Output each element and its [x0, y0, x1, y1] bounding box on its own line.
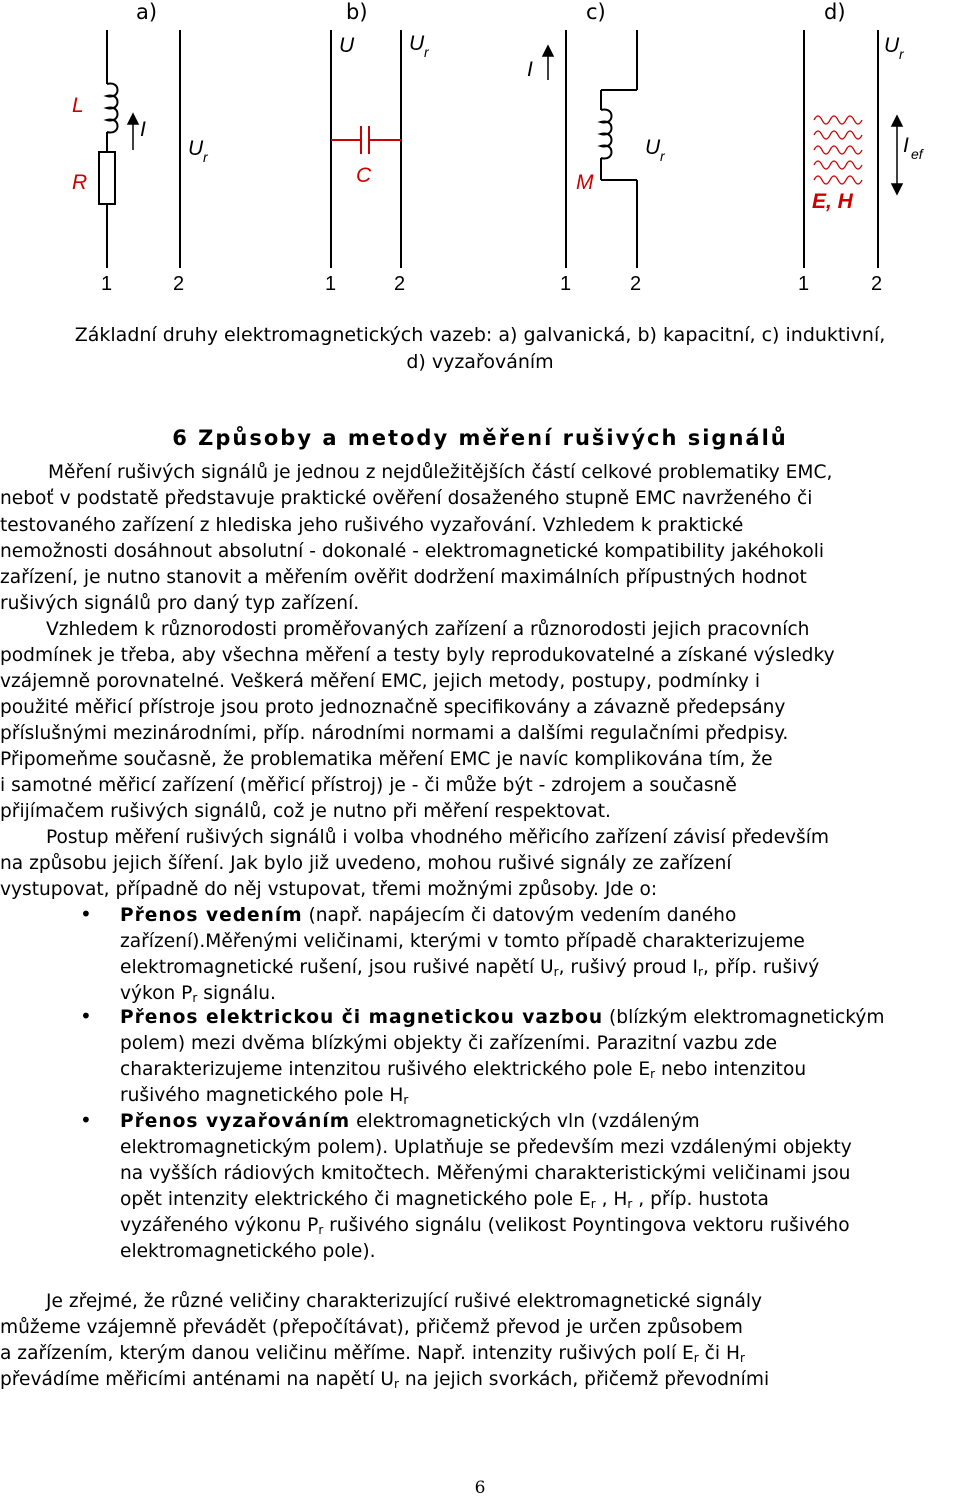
bullet-3-line-2: elektromagnetickým polem). Uplatňuje se především mezi vzdálenými objekty — [120, 1137, 852, 1158]
label-E-H: E, H — [812, 190, 853, 213]
radiation-waves — [814, 116, 862, 184]
label-I-c: I — [527, 58, 533, 81]
label-Ur-c-sub: r — [660, 148, 665, 164]
bullet-1-line-1: Přenos vedením (např. napájecím či datovým vedením daného — [120, 905, 737, 926]
terminal-1-a: 1 — [101, 273, 113, 295]
label-Ur-b-sub: r — [424, 44, 429, 60]
label-Ur-a-sub: r — [203, 149, 208, 165]
bullet-2-line-1: Přenos elektrickou či magnetickou vazbou (blízkým elektromagnetickým — [120, 1007, 885, 1028]
section-heading: 6 Způsoby a metody měření rušivých signálů — [172, 426, 788, 450]
body-line: na způsobu jejich šíření. Jak bylo již uvedeno, mohou rušivé signály ze zařízení — [0, 853, 732, 874]
panel-label-a: a) — [136, 0, 158, 24]
figure-caption-line-2: d) vyzařováním — [406, 351, 554, 373]
terminal-2-d: 2 — [871, 273, 883, 295]
terminal-2-b: 2 — [394, 273, 406, 295]
bullet-1-line-2: zařízení).Měřenými veličinami, kterými v tomto případě charakterizujeme — [120, 931, 805, 952]
body-line: rušivých signálů pro daný typ zařízení. — [0, 593, 360, 614]
terminal-1-c: 1 — [560, 273, 572, 295]
coupling-figure — [0, 0, 960, 300]
bullet-2-line-3: charakterizujeme intenzitou rušivého elektrického pole $E_r$ nebo intenzitou — [120, 1059, 807, 1081]
terminal-2-c: 2 — [630, 273, 642, 295]
label-Ur-d-sub: r — [899, 46, 904, 62]
body-line: zařízení, je nutno stanovit a měřením ověřit dodržení maximálních přípustných hodnot — [0, 567, 807, 588]
body-line: testovaného zařízení z hlediska jeho rušivého vyzařování. Vzhledem k praktické — [0, 515, 744, 536]
bullet-2-line-2: polem) mezi dvěma blízkými objekty či zařízeními. Parazitní vazbu zde — [120, 1033, 778, 1054]
label-R: R — [72, 171, 88, 194]
final-line-4: převádíme měřicími anténami na napětí $U_r$ na jejich svorkách, přičemž převodními — [0, 1369, 770, 1391]
label-Ief: I — [903, 134, 909, 157]
body-line: neboť v podstatě představuje praktické ověření dosaženého stupně EMC navrženého či — [0, 488, 813, 509]
bullet-2-line-4: rušivého magnetického pole $H_r$ — [120, 1085, 409, 1107]
panel-label-b: b) — [346, 0, 368, 24]
body-line: použité měřicí přístroje jsou proto jednoznačně specifikovány a závazně předepsány — [0, 697, 786, 718]
label-Ief-sub: ef — [911, 146, 923, 162]
terminal-2-a: 2 — [173, 273, 185, 295]
bullet-3-line-3: na vyšších rádiových kmitočtech. Měřenými charakteristickými veličinami jsou — [120, 1163, 851, 1184]
body-line: vzájemně porovnatelné. Veškerá měření EMC, jejich metody, postupy, podmínky i — [0, 671, 761, 692]
bullet-2-title: Přenos elektrickou či magnetickou vazbou — [120, 1007, 604, 1028]
inductor-L — [107, 83, 118, 132]
bullet-3-line-6: elektromagnetického pole). — [120, 1241, 376, 1262]
bullet-3-line-1: Přenos vyzařováním elektromagnetických vln (vzdáleným — [120, 1111, 700, 1132]
bullet-marker: • — [80, 1108, 92, 1132]
bullet-3-title: Přenos vyzařováním — [120, 1111, 351, 1132]
figure-caption-line-1: Základní druhy elektromagnetických vazeb: a) galvanická, b) kapacitní, c) induktivní, — [74, 324, 886, 346]
body-line: Připomeňme současně, že problematika měření EMC je navíc komplikována tím, že — [0, 749, 773, 770]
label-Ur-a: U — [188, 137, 204, 160]
body-line: Měření rušivých signálů je jednou z nejdůležitějších částí celkové problematiky EMC, — [48, 462, 833, 483]
inductor-M — [601, 109, 612, 158]
terminal-1-d: 1 — [798, 273, 810, 295]
bullet-1-line-4: výkon $P_r$ signálu. — [120, 983, 276, 1005]
panel-label-c: c) — [586, 0, 606, 24]
body-line: Vzhledem k různorodosti proměřovaných zařízení a různorodosti jejich pracovních — [46, 619, 810, 640]
label-M: M — [576, 171, 594, 194]
body-line: i samotné měřicí zařízení (měřicí přístroj) je - či může být - zdrojem a současně — [0, 775, 737, 796]
bullet-3-line-4: opět intenzity elektrického či magnetického pole $E_r$ , $H_r$ , příp. hustota — [120, 1189, 769, 1211]
label-U-b: U — [339, 34, 355, 57]
body-line: přijímačem rušivých signálů, což je nutno při měření respektovat. — [0, 801, 611, 822]
body-line: Postup měření rušivých signálů i volba vhodného měřicího zařízení závisí především — [46, 827, 830, 848]
resistor-R — [99, 152, 115, 204]
label-Ur-c: U — [645, 136, 661, 159]
final-line-3: a zařízením, kterým danou veličinu měříme. Např. intenzity rušivých polí $E_r$ či $H_r$ — [0, 1343, 745, 1365]
bullet-marker: • — [80, 1004, 92, 1028]
label-C: C — [356, 164, 372, 187]
label-Ur-b: U — [409, 32, 425, 55]
body-line: vystupovat, případně do něj vstupovat, třemi možnými způsoby. Jde o: — [0, 879, 658, 900]
body-line: podmínek je třeba, aby všechna měření a testy byly reprodukovatelné a získané výsledky — [0, 645, 835, 666]
capacitor-C — [331, 126, 401, 154]
bullet-1-title: Přenos vedením — [120, 905, 303, 926]
final-line-2: můžeme vzájemně převádět (přepočítávat), přičemž převod je určen způsobem — [0, 1317, 743, 1338]
final-line-1: Je zřejmé, že různé veličiny charakterizující rušivé elektromagnetické signály — [46, 1291, 763, 1312]
label-L: L — [72, 94, 84, 117]
panel-label-d: d) — [824, 0, 846, 24]
bullet-marker: • — [80, 902, 92, 926]
bullet-3-line-5: vyzářeného výkonu $P_r$ rušivého signálu (velikost Poyntingova vektoru rušivého — [120, 1215, 850, 1237]
label-I-a: I — [140, 118, 146, 141]
label-Ur-d: U — [884, 34, 900, 57]
body-line: příslušnými mezinárodními, příp. národními normami a dalšími regulačními předpisy. — [0, 723, 789, 744]
coupling-diagrams — [0, 0, 960, 300]
page-number: 6 — [474, 1478, 486, 1498]
body-line: nemožnosti dosáhnout absolutní - dokonalé - elektromagnetické kompatibility jakéhokoli — [0, 541, 825, 562]
bullet-1-line-3: elektromagnetické rušení, jsou rušivé napětí $U_r$, rušivý proud $I_r$, příp. rušivý — [120, 957, 820, 979]
terminal-1-b: 1 — [325, 273, 337, 295]
